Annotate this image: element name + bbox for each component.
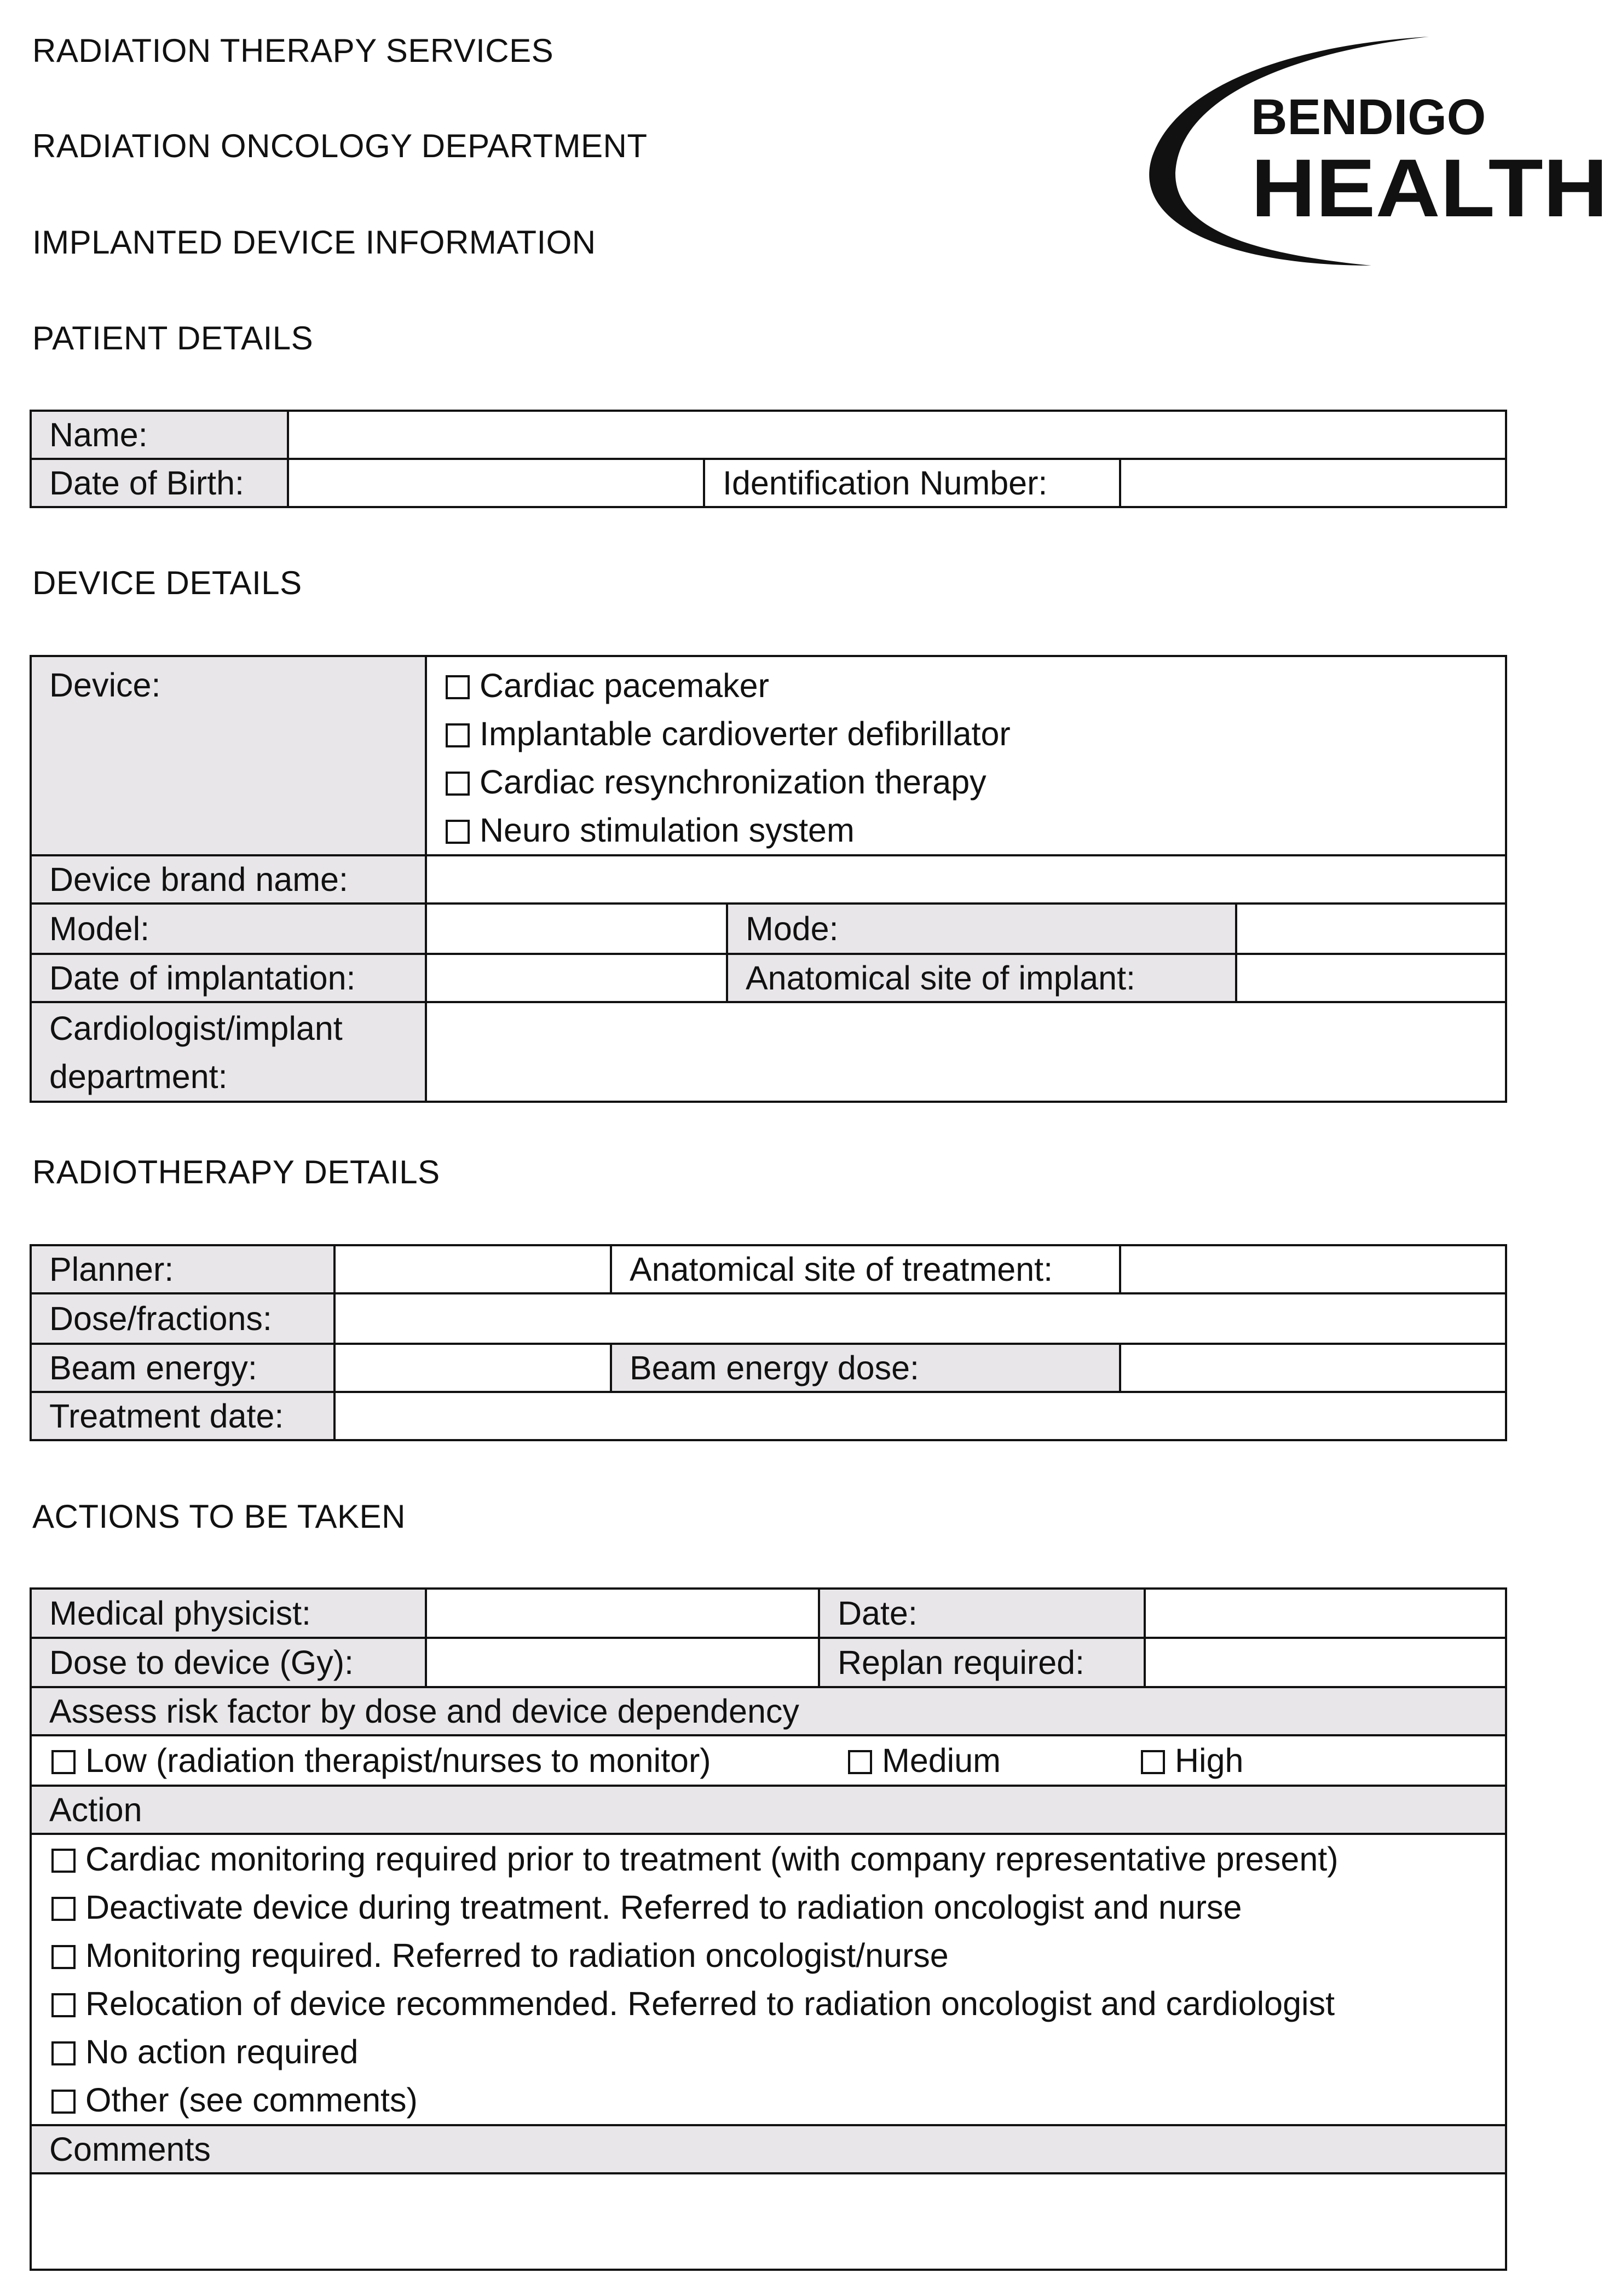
checkbox-icon[interactable]	[51, 1945, 76, 1969]
dose-fractions-field[interactable]	[334, 1293, 1506, 1344]
treatment-site-field[interactable]	[1120, 1245, 1506, 1293]
treatment-date-label: Treatment date:	[31, 1392, 334, 1440]
device-label: Device:	[31, 656, 426, 855]
header-form-title: IMPLANTED DEVICE INFORMATION	[32, 224, 596, 261]
cardiologist-field[interactable]	[426, 1002, 1506, 1102]
action-option[interactable]: Relocation of device recommended. Referred to radiation oncologist and cardiologist	[51, 1979, 1505, 2028]
risk-option-medium[interactable]: Medium	[848, 1741, 1141, 1780]
patient-details-table	[30, 410, 1507, 508]
device-details-table	[30, 655, 1507, 1103]
comments-label: Comments	[31, 2125, 1506, 2173]
action-option[interactable]: Other (see comments)	[51, 2076, 1505, 2124]
brand-name-label: Device brand name:	[31, 855, 426, 904]
treatment-date-field[interactable]	[334, 1392, 1506, 1440]
replan-field[interactable]	[1145, 1638, 1506, 1687]
implant-site-label: Anatomical site of implant:	[727, 954, 1236, 1002]
beam-energy-label: Beam energy:	[31, 1344, 334, 1392]
checkbox-icon[interactable]	[446, 675, 470, 699]
replan-label: Replan required:	[819, 1638, 1145, 1687]
cardiologist-label: Cardiologist/implant department:	[31, 1002, 426, 1102]
checkbox-icon[interactable]	[51, 2041, 76, 2065]
actions-table	[30, 1587, 1507, 2271]
device-options	[426, 656, 1506, 855]
mode-field[interactable]	[1236, 904, 1506, 954]
dob-field[interactable]	[288, 459, 704, 507]
risk-option-high[interactable]: High	[1141, 1741, 1243, 1780]
beam-energy-field[interactable]	[334, 1344, 611, 1392]
checkbox-icon[interactable]	[1141, 1750, 1165, 1774]
action-option[interactable]: Cardiac monitoring required prior to treatment (with company representative present)	[51, 1835, 1505, 1883]
checkbox-icon[interactable]	[446, 723, 470, 747]
beam-energy-dose-label: Beam energy dose:	[611, 1344, 1120, 1392]
implant-date-label: Date of implantation:	[31, 954, 426, 1002]
checkbox-icon[interactable]	[446, 820, 470, 844]
model-field[interactable]	[426, 904, 727, 954]
logo-text-bendigo: BENDIGO	[1251, 89, 1486, 145]
action-option[interactable]: Monitoring required. Referred to radiation oncologist/nurse	[51, 1931, 1505, 1979]
device-dose-field[interactable]	[426, 1638, 819, 1687]
implant-date-field[interactable]	[426, 954, 727, 1002]
action-label: Action	[31, 1786, 1506, 1834]
implant-site-field[interactable]	[1236, 954, 1506, 1002]
checkbox-icon[interactable]	[51, 2090, 76, 2114]
id-number-label: Identification Number:	[704, 459, 1120, 507]
radiotherapy-section-heading: RADIOTHERAPY DETAILS	[32, 1154, 440, 1190]
id-number-field[interactable]	[1120, 459, 1506, 507]
planner-label: Planner:	[31, 1245, 334, 1293]
checkbox-icon[interactable]	[446, 772, 470, 796]
mode-label: Mode:	[727, 904, 1236, 954]
action-date-field[interactable]	[1145, 1589, 1506, 1638]
comments-field[interactable]	[31, 2173, 1506, 2270]
action-options	[31, 1834, 1506, 2125]
device-option[interactable]: Neuro stimulation system	[446, 806, 1505, 854]
risk-options	[31, 1735, 1506, 1786]
treatment-site-label: Anatomical site of treatment:	[611, 1245, 1120, 1293]
planner-field[interactable]	[334, 1245, 611, 1293]
checkbox-icon[interactable]	[51, 1897, 76, 1921]
physicist-label: Medical physicist:	[31, 1589, 426, 1638]
radiotherapy-details-table	[30, 1244, 1507, 1441]
risk-option-low[interactable]: Low (radiation therapist/nurses to monitor)	[51, 1741, 848, 1780]
checkbox-icon[interactable]	[51, 1993, 76, 2017]
dose-fractions-label: Dose/fractions:	[31, 1293, 334, 1344]
device-option[interactable]: Cardiac resynchronization therapy	[446, 758, 1505, 806]
beam-energy-dose-field[interactable]	[1120, 1344, 1506, 1392]
physicist-field[interactable]	[426, 1589, 819, 1638]
risk-factor-label: Assess risk factor by dose and device dependency	[31, 1687, 1506, 1735]
action-option[interactable]: Deactivate device during treatment. Referred to radiation oncologist and nurse	[51, 1883, 1505, 1931]
header-department: RADIATION ONCOLOGY DEPARTMENT	[32, 128, 648, 164]
logo-text-health: HEALTH	[1251, 142, 1608, 234]
device-section-heading: DEVICE DETAILS	[32, 565, 302, 601]
brand-name-field[interactable]	[426, 855, 1506, 904]
checkbox-icon[interactable]	[51, 1849, 76, 1873]
model-label: Model:	[31, 904, 426, 954]
patient-section-heading: PATIENT DETAILS	[32, 320, 314, 356]
device-option[interactable]: Cardiac pacemaker	[446, 661, 1505, 710]
device-option[interactable]: Implantable cardioverter defibrillator	[446, 710, 1505, 758]
device-dose-label: Dose to device (Gy):	[31, 1638, 426, 1687]
name-label: Name:	[31, 411, 288, 459]
checkbox-icon[interactable]	[51, 1750, 76, 1774]
dob-label: Date of Birth:	[31, 459, 288, 507]
checkbox-icon[interactable]	[848, 1750, 872, 1774]
action-date-label: Date:	[819, 1589, 1145, 1638]
actions-section-heading: ACTIONS TO BE TAKEN	[32, 1498, 406, 1535]
bendigo-health-logo	[1141, 30, 1612, 271]
header-services: RADIATION THERAPY SERVICES	[32, 32, 554, 69]
name-field[interactable]	[288, 411, 1506, 459]
action-option[interactable]: No action required	[51, 2028, 1505, 2076]
